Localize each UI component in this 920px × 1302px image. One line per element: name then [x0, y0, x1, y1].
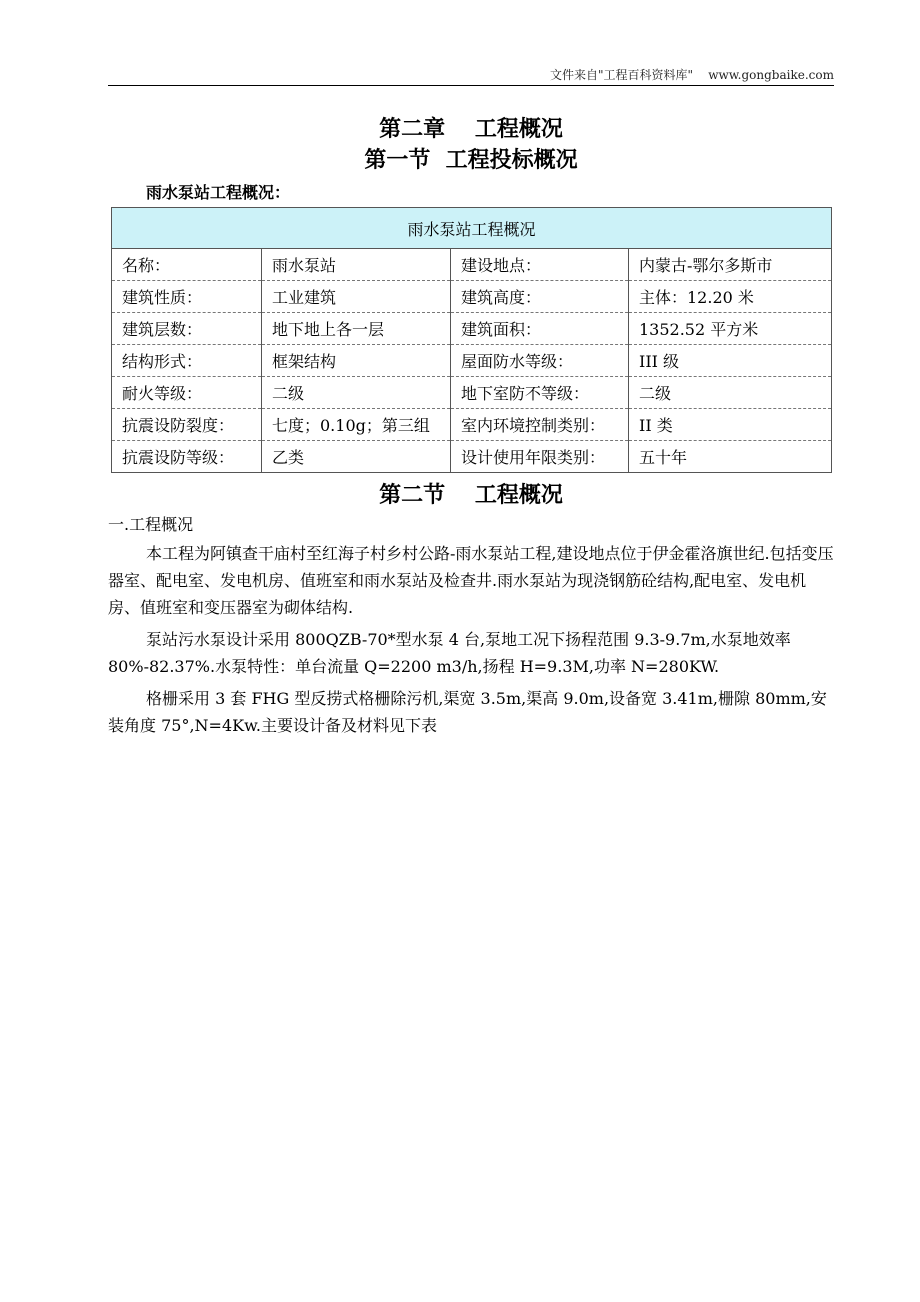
table-cell: 室内环境控制类别： — [451, 409, 629, 441]
page-header — [108, 66, 834, 83]
table-cell: 内蒙古-鄂尔多斯市 — [629, 249, 832, 281]
table-cell: 框架结构 — [262, 345, 451, 377]
table-cell: 名称： — [112, 249, 262, 281]
table-cell: 二级 — [262, 377, 451, 409]
table-cell: 雨水泵站 — [262, 249, 451, 281]
table-cell: 七度；0.10g；第三组 — [262, 409, 451, 441]
table-cell: 设计使用年限类别： — [451, 441, 629, 473]
table-cell: 耐火等级： — [112, 377, 262, 409]
table-title: 雨水泵站工程概况 — [112, 208, 832, 249]
table-row — [112, 249, 832, 281]
header-url[interactable]: www.gongbaike.com — [708, 68, 834, 82]
table-cell: 建设地点： — [451, 249, 629, 281]
section-title-2: 第二节 工程概况 — [379, 483, 563, 508]
table-cell: 抗震设防裂度： — [112, 409, 262, 441]
table-row — [112, 281, 832, 313]
table-cell: 主体：12.20 米 — [629, 281, 832, 313]
table-cell: 五十年 — [629, 441, 832, 473]
paragraph: 本工程为阿镇查干庙村至红海子村乡村公路-雨水泵站工程,建设地点位于伊金霍洛旗世纪.包括变压器室、配电室、发电机房、值班室和雨水泵站及检查井.雨水泵站为现浇钢筋砼结构,配电室、发电机房、值班室和变压器室为砌体结构. — [108, 544, 834, 617]
table-cell: 地下室防不等级： — [451, 377, 629, 409]
table-row — [112, 313, 832, 345]
table-cell: 地下地上各一层 — [262, 313, 451, 345]
table-row — [112, 441, 832, 473]
table-subheading: 雨水泵站工程概况： — [146, 183, 291, 202]
section-title-1: 第一节 工程投标概况 — [364, 148, 578, 173]
table-cell: 工业建筑 — [262, 281, 451, 313]
table-cell: 1352.52 平方米 — [629, 313, 832, 345]
table-cell: 抗震设防等级： — [112, 441, 262, 473]
table-row — [112, 377, 832, 409]
header-source: 文件来自"工程百科资料库" — [549, 68, 694, 82]
table-cell: 建筑性质： — [112, 281, 262, 313]
table-cell: 建筑高度： — [451, 281, 629, 313]
table-cell: 二级 — [629, 377, 832, 409]
chapter-title: 第二章 工程概况 — [379, 117, 563, 142]
table-row — [112, 345, 832, 377]
header-divider — [108, 85, 834, 86]
table-row — [112, 409, 832, 441]
table-cell: 建筑层数： — [112, 313, 262, 345]
body-paragraphs — [108, 540, 834, 739]
section-label: 一.工程概况 — [108, 515, 194, 534]
table-cell: 建筑面积： — [451, 313, 629, 345]
project-info-table — [111, 207, 832, 473]
table-cell: III 级 — [629, 345, 832, 377]
paragraph: 格栅采用 3 套 FHG 型反捞式格栅除污机,渠宽 3.5m,渠高 9.0m,设备宽 3.41m,栅隙 80mm,安装角度 75°,N=4Kw.主要设计备及材料见下表 — [108, 689, 827, 735]
table-cell: 乙类 — [262, 441, 451, 473]
table-cell: 结构形式： — [112, 345, 262, 377]
paragraph: 泵站污水泵设计采用 800QZB-70*型水泵 4 台,泵地工况下扬程范围 9.3-9.7m,水泵地效率 80%-82.37%.水泵特性：单台流量 Q=2200 m3/h,扬程 H=9.3M,功率 N=280KW. — [108, 630, 791, 676]
table-cell: II 类 — [629, 409, 832, 441]
table-cell: 屋面防水等级： — [451, 345, 629, 377]
